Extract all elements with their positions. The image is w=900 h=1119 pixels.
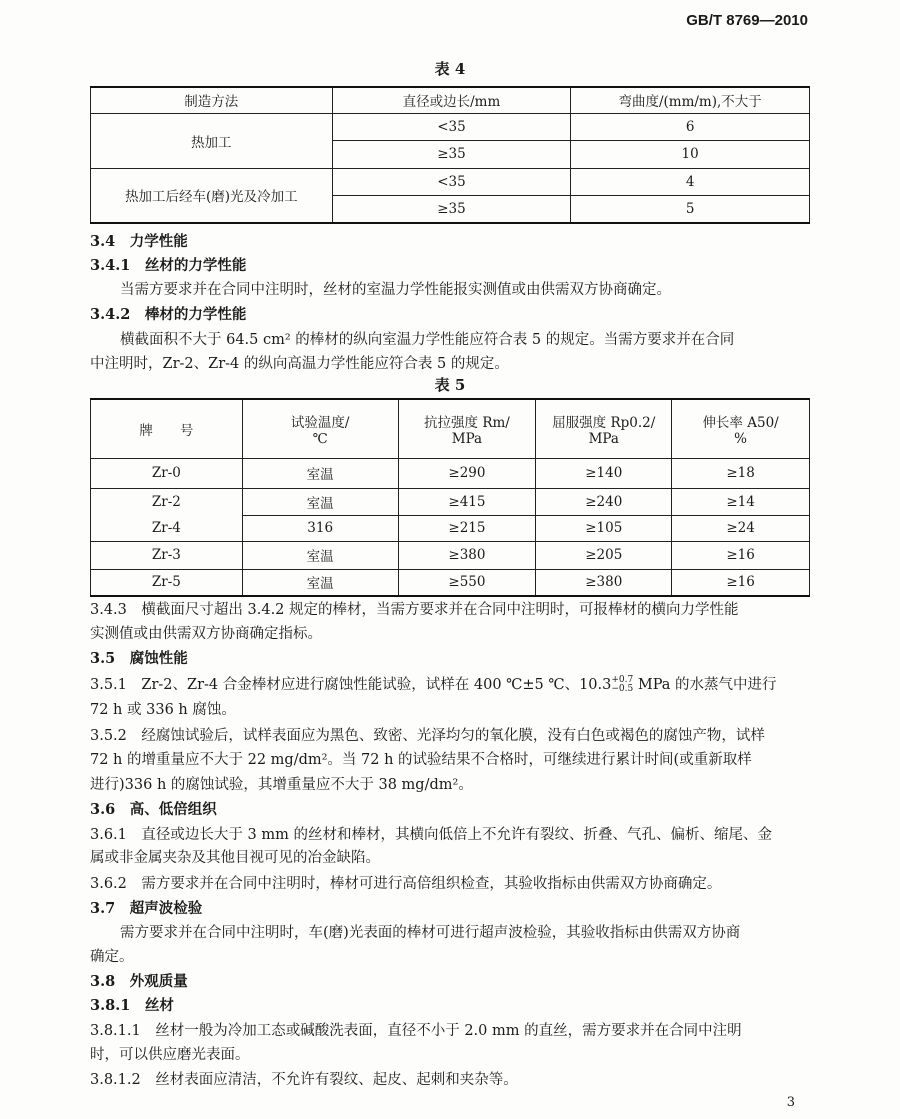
table-cell: 4 [571,168,810,195]
paragraph: 3.5.2 经腐蚀试验后，试样表面应为黑色、致密、光泽均匀的氧化膜，没有白色或褐色的腐蚀产物，试样 [90,728,765,744]
paragraph: 横截面积不大于 64.5 cm² 的棒材的纵向室温力学性能应符合表 5 的规定。当需方要求并在合同 [120,332,735,348]
header-unit: ℃ [312,430,328,447]
paragraph: 72 h 的增重量应不大于 22 mg/dm²。当 72 h 的试验结果不合格时，可继续进行累计时间(或重新取样 [90,752,752,768]
paragraph: 进行)336 h 的腐蚀试验，其增重量应不大于 38 mg/dm²。 [90,777,473,793]
header-line: 屈服强度 Rp0.2/ [552,414,656,431]
header-line: 伸长率 A50/ [702,414,779,431]
table-cell: ≥380 [536,569,672,596]
table-5 [90,398,810,597]
section-heading: 3.4.2 棒材的力学性能 [90,306,247,323]
table-cell: ≥14 [672,488,810,515]
table-cell: ≥140 [536,458,672,488]
table-cell: ≥16 [672,541,810,569]
table-cell: ≥550 [398,569,536,596]
table-cell: ≥105 [536,515,672,541]
table-row [91,458,810,488]
table-cell: 室温 [242,488,398,515]
section-heading: 3.7 超声波检验 [90,900,203,917]
paragraph: 3.6.2 需方要求并在合同中注明时，棒材可进行高倍组织检查，其验收指标由供需双方协商确定。 [90,876,722,892]
header-line: 抗拉强度 Rm/ [424,414,510,431]
header-cell: 牌 号 [91,399,243,458]
paragraph: 属或非金属夹杂及其他目视可见的冶金缺陷。 [90,850,380,866]
header-cell [398,399,536,458]
header-line: 试验温度/ [290,414,350,431]
section-heading: 3.4 力学性能 [90,233,188,250]
header-cell [242,399,398,458]
paragraph: 实测值或由供需双方协商确定指标。 [90,626,322,642]
section-heading: 3.6 高、低倍组织 [90,801,217,818]
paragraph: 需方要求并在合同中注明时，车(磨)光表面的棒材可进行超声波检验，其验收指标由供需双方协商 [120,925,741,941]
tolerance [611,676,633,694]
paragraph: 3.8.1.1 丝材一般为冷加工态或碱酸洗表面，直径不小于 2.0 mm 的直丝，需方要求并在合同中注明 [90,1023,742,1039]
text: MPa 的水蒸气中进行 [633,677,777,693]
grade-cell: Zr-2 Zr-4 [91,488,243,541]
method-cell: 热加工 [91,113,333,168]
paragraph: 中注明时，Zr-2、Zr-4 的纵向高温力学性能应符合表 5 的规定。 [90,356,509,372]
table-cell: ≥290 [398,458,536,488]
tolerance-upper: +0.7 [611,675,634,685]
header-cell: 弯曲度/(mm/m),不大于 [571,87,810,113]
section-heading: 3.5 腐蚀性能 [90,650,188,667]
header-unit: MPa [451,430,483,447]
table-cell: <35 [332,113,571,140]
table-cell: 6 [571,113,810,140]
table-cell: ≥16 [672,569,810,596]
table-cell: ≥35 [332,140,571,168]
section-heading: 3.4.1 丝材的力学性能 [90,257,247,274]
table-cell: 10 [571,140,810,168]
grade-cell: Zr-5 [91,569,243,596]
header-cell [536,399,672,458]
table-row [91,541,810,569]
table-cell: ≥205 [536,541,672,569]
table-cell: ≥415 [398,488,536,515]
paragraph [90,673,810,698]
tolerance-lower: −0.5 [611,684,634,694]
paragraph: 确定。 [90,949,134,965]
grade-cell: Zr-3 [91,541,243,569]
text: 3.5.1 Zr-2、Zr-4 合金棒材应进行腐蚀性能试验，试样在 400 ℃±5 ℃、10.3 [90,677,612,693]
header-unit: % [734,430,747,447]
grade-cell: Zr-0 [91,458,243,488]
section-heading: 3.8.1 丝材 [90,997,174,1014]
table-header-row [91,399,810,458]
header-cell: 直径或边长/mm [332,87,571,113]
header-cell: 制造方法 [91,87,333,113]
table-cell: 室温 [242,541,398,569]
table-cell: ≥24 [672,515,810,541]
table-row [91,569,810,596]
table-cell: ≥215 [398,515,536,541]
table-cell: 316 [242,515,398,541]
table-cell: 室温 [242,569,398,596]
table-row [91,488,810,515]
header-unit: MPa [588,430,619,447]
table-cell: ≥380 [398,541,536,569]
paragraph: 3.4.3 横截面尺寸超出 3.4.2 规定的棒材，当需方要求并在合同中注明时，可报棒材的横向力学性能 [90,602,739,618]
method-cell: 热加工后经车(磨)光及冷加工 [91,168,333,223]
paragraph: 72 h 或 336 h 腐蚀。 [90,702,236,718]
section-heading: 3.8 外观质量 [90,973,188,990]
paragraph: 3.6.1 直径或边长大于 3 mm 的丝材和棒材，其横向低倍上不允许有裂纹、折叠、气孔、偏析、缩尾、金 [90,827,772,843]
table-cell: ≥35 [332,195,571,223]
table-cell: 室温 [242,458,398,488]
table5-caption: 表 5 [434,376,466,394]
standard-number: GB/T 8769—2010 [686,12,808,29]
table-cell: <35 [332,168,571,195]
paragraph: 3.8.1.2 丝材表面应清洁，不允许有裂纹、起皮、起刺和夹杂等。 [90,1072,518,1088]
table-row [91,113,810,140]
page-number: 3 [786,1095,795,1110]
paragraph: 当需方要求并在合同中注明时，丝材的室温力学性能报实测值或由供需双方协商确定。 [120,282,671,298]
header-cell [672,399,810,458]
table-row [91,168,810,195]
table-4 [90,86,810,224]
table-header-row [91,87,810,113]
table4-caption: 表 4 [434,60,466,78]
table-cell: ≥18 [672,458,810,488]
paragraph: 时，可以供应磨光表面。 [90,1047,250,1063]
table-cell: 5 [571,195,810,223]
table-cell: ≥240 [536,488,672,515]
